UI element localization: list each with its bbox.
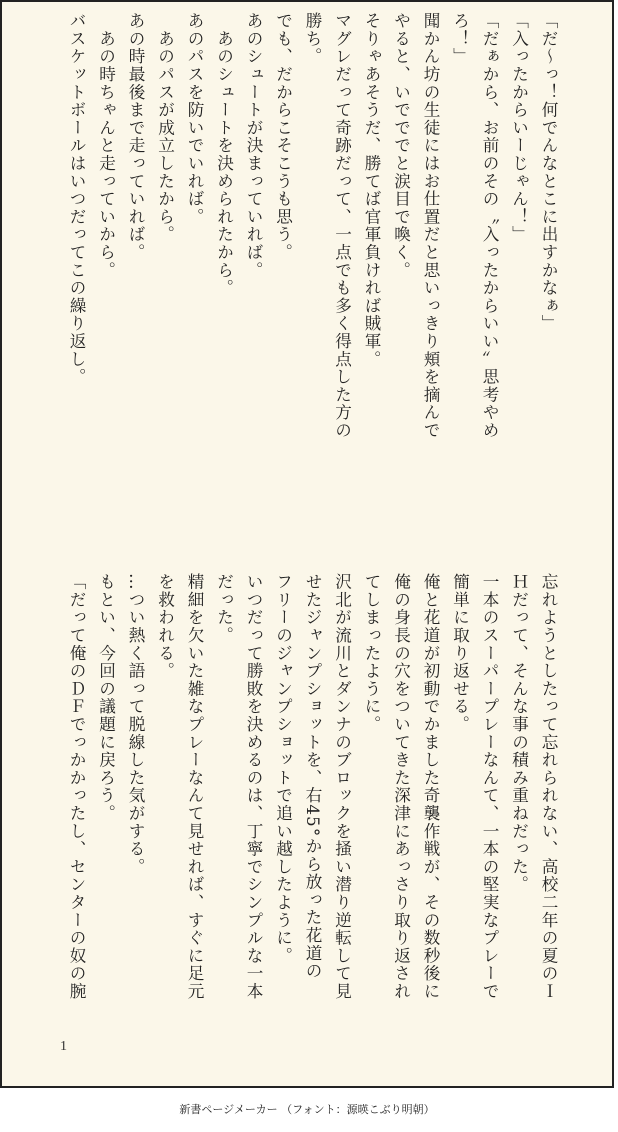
text-line: 一本のスーパープレーなんて、一本の堅実なプレーで [480, 573, 499, 1001]
text-line: 簡単に取り返せる。 [450, 573, 470, 734]
text-line: 「入ったからいーじゃん！」 [509, 12, 529, 244]
text-line: だった。 [214, 573, 234, 645]
text-line: あの時ちゃんと走っていから。 [96, 12, 116, 279]
text-line: せたジャンプショットを、右45°から放った花道の [303, 573, 322, 980]
text-line: 聞かん坊の生徒にはお仕置だと思いっきり頬を摘んで [421, 12, 440, 440]
text-line: でも、だからこそこうも思う。 [273, 12, 293, 262]
text-line: 沢北が流川とダンナのブロックを掻い潜り逆転して見 [332, 573, 352, 1001]
text-line: あのパスが成立したから。 [155, 12, 175, 244]
text-line: を救われる。 [155, 573, 175, 680]
text-line: あのシュートを決められたから。 [214, 12, 234, 297]
text-line: てしまったように。 [362, 573, 381, 734]
text-line: マグレだって奇跡だって、一点でも多く得点した方の [332, 12, 352, 440]
text-line: 勝ち。 [303, 12, 322, 66]
text-line: 俺の身長の穴をついてきた深津にあっさり取り返され [391, 573, 411, 1001]
page-number: 1 [60, 1039, 67, 1054]
text-line: フリーのジャンプショットで追い越したように。 [273, 573, 293, 965]
text-line: 精細を欠いた雑なプレーなんて見せれば、すぐに足元 [185, 573, 204, 1001]
text-line: Ｈだって、そんな事の積み重ねだった。 [509, 573, 529, 894]
text-line: 俺と花道が初動でかました奇襲作戦が、その数秒後に [421, 573, 440, 1001]
text-line: いつだって勝敗を決めるのは、丁寧でシンプルな一本 [244, 573, 263, 1001]
text-line: あのシュートが決まっていれば。 [244, 12, 263, 279]
text-line: ろ！」 [450, 12, 470, 66]
text-line: あの時最後まで走っていれば。 [126, 12, 145, 262]
text-line: 忘れようとしたって忘れられない、高校二年の夏のＩ [539, 573, 558, 1001]
text-line: あのパスを防いでいれば。 [185, 12, 204, 226]
text-line: …つい熱く語って脱線した気がする。 [126, 573, 145, 876]
text-line: バスケットボールはいつだってこの繰り返し。 [67, 12, 86, 386]
footer-credit: 新書ページメーカー （フォント：源暎こぶり明朝） [179, 1103, 435, 1116]
text-line: 「だぁから、お前のその〝入ったからいい〟思考やめ [480, 12, 499, 440]
text-line: そりゃあそうだ、勝てば官軍負ければ賊軍。 [362, 12, 381, 368]
text-line: 「だ～っ！何でんなとこに出すかなぁ」 [539, 12, 558, 333]
text-line: やると、いでででと涙目で喚く。 [391, 12, 411, 279]
text-line: 「だって俺のＤＦでっかかったし、センターの奴の腕 [67, 573, 86, 1001]
text-line: もとい、今回の議題に戻ろう。 [96, 573, 116, 823]
